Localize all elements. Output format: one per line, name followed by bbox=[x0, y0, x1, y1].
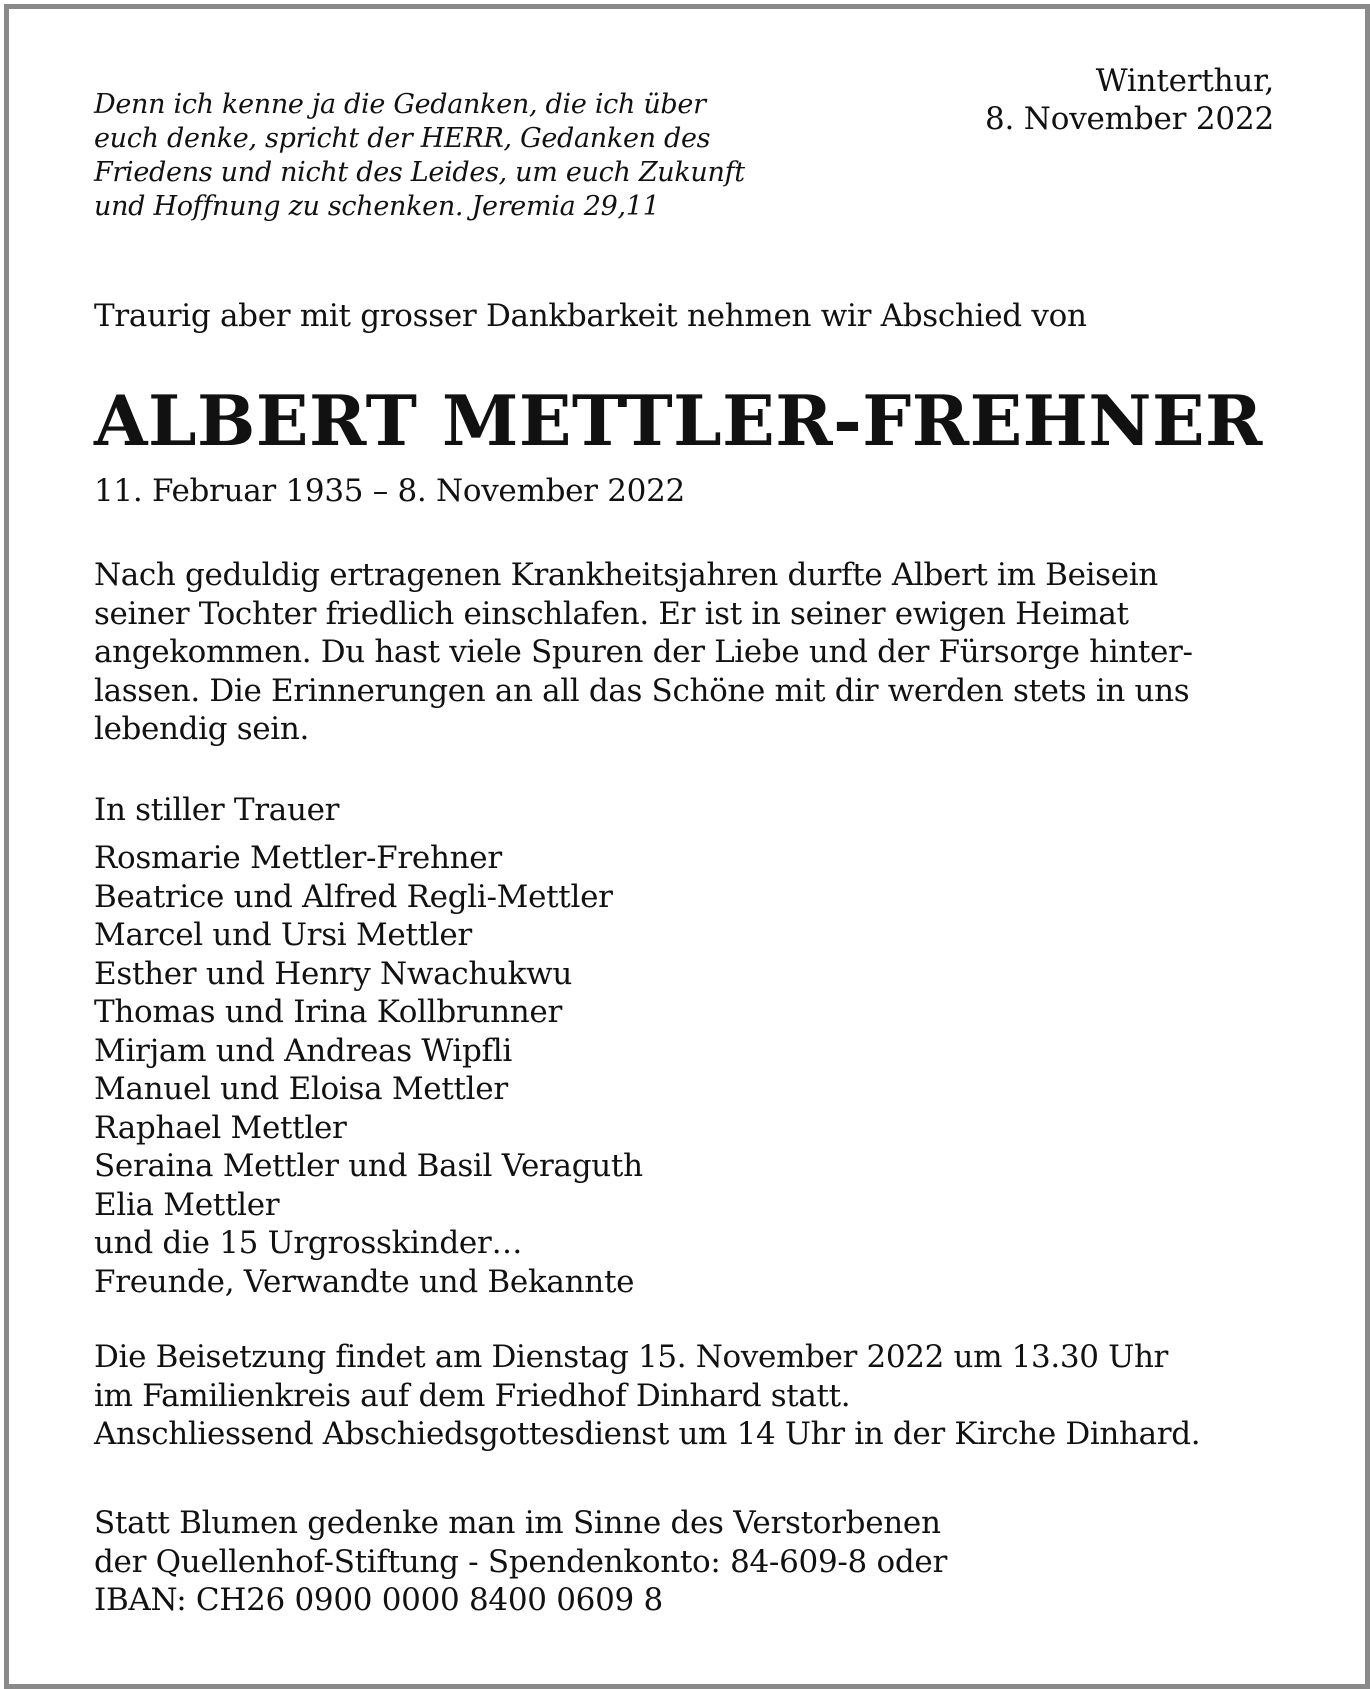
message-line: Nach geduldig ertragenen Krankheitsjahren durfte Albert im Beisein bbox=[94, 557, 1158, 593]
mourner-name: Rosmarie Mettler-Frehner bbox=[94, 840, 502, 876]
donation-line: IBAN: CH26 0900 0000 8400 0609 8 bbox=[94, 1582, 663, 1618]
mourner-name: und die 15 Urgrosskinder… bbox=[94, 1225, 523, 1261]
burial-line: Anschliessend Abschiedsgottesdienst um 14 Uhr in der Kirche Dinhard. bbox=[94, 1416, 1201, 1452]
place: Winterthur, bbox=[1095, 63, 1274, 99]
date: 8. November 2022 bbox=[984, 101, 1274, 137]
farewell-message bbox=[94, 556, 1193, 749]
mourner-name: Elia Mettler bbox=[94, 1186, 280, 1223]
burial-line: Die Beisetzung findet am Dienstag 15. November 2022 um 13.30 Uhr bbox=[94, 1339, 1169, 1375]
burial-info bbox=[94, 1338, 1200, 1454]
mourners-list bbox=[94, 839, 643, 1301]
mourner-name: Thomas und Irina Kollbrunner bbox=[94, 994, 562, 1030]
mourner-name: Freunde, Verwandte und Bekannte bbox=[94, 1263, 635, 1300]
donation-line: Statt Blumen gedenke man im Sinne des Verstorbenen bbox=[94, 1505, 941, 1541]
mourning-heading: In stiller Trauer bbox=[94, 792, 340, 828]
message-line: angekommen. Du hast viele Spuren der Liebe und der Fürsorge hinter- bbox=[94, 634, 1193, 670]
quote-line: und Hoffnung zu schenken. Jeremia 29,11 bbox=[94, 191, 660, 222]
mourner-name: Manuel und Eloisa Mettler bbox=[94, 1071, 508, 1107]
deceased-name: ALBERT METTLER-FREHNER bbox=[94, 381, 1263, 462]
mourner-name: Marcel und Ursi Mettler bbox=[94, 917, 472, 953]
message-line: lebendig sein. bbox=[94, 711, 309, 747]
quote-line: Friedens und nicht des Leides, um euch Zukunft bbox=[94, 157, 745, 188]
burial-line: im Familienkreis auf dem Friedhof Dinhard statt. bbox=[94, 1377, 851, 1414]
life-dates: 11. Februar 1935 – 8. November 2022 bbox=[94, 473, 685, 509]
message-line: seiner Tochter friedlich einschlafen. Er ist in seiner ewigen Heimat bbox=[94, 595, 1129, 632]
quote-line: Denn ich kenne ja die Gedanken, die ich über bbox=[94, 89, 706, 120]
place-and-date bbox=[985, 62, 1274, 138]
message-line: lassen. Die Erinnerungen an all das Schöne mit dir werden stets in uns bbox=[94, 672, 1190, 709]
intro-text: Traurig aber mit grosser Dankbarkeit nehmen wir Abschied von bbox=[94, 298, 1087, 334]
donation-info bbox=[94, 1504, 947, 1620]
mourner-name: Beatrice und Alfred Regli-Mettler bbox=[94, 878, 613, 915]
donation-line: der Quellenhof-Stiftung - Spendenkonto: 84-609-8 oder bbox=[94, 1543, 947, 1580]
bible-quote bbox=[94, 88, 745, 224]
mourner-name: Raphael Mettler bbox=[94, 1109, 347, 1146]
mourner-name: Mirjam und Andreas Wipfli bbox=[94, 1032, 512, 1069]
quote-line: euch denke, spricht der HERR, Gedanken des bbox=[94, 123, 711, 154]
mourner-name: Esther und Henry Nwachukwu bbox=[94, 955, 573, 992]
mourner-name: Seraina Mettler und Basil Veraguth bbox=[94, 1148, 643, 1184]
